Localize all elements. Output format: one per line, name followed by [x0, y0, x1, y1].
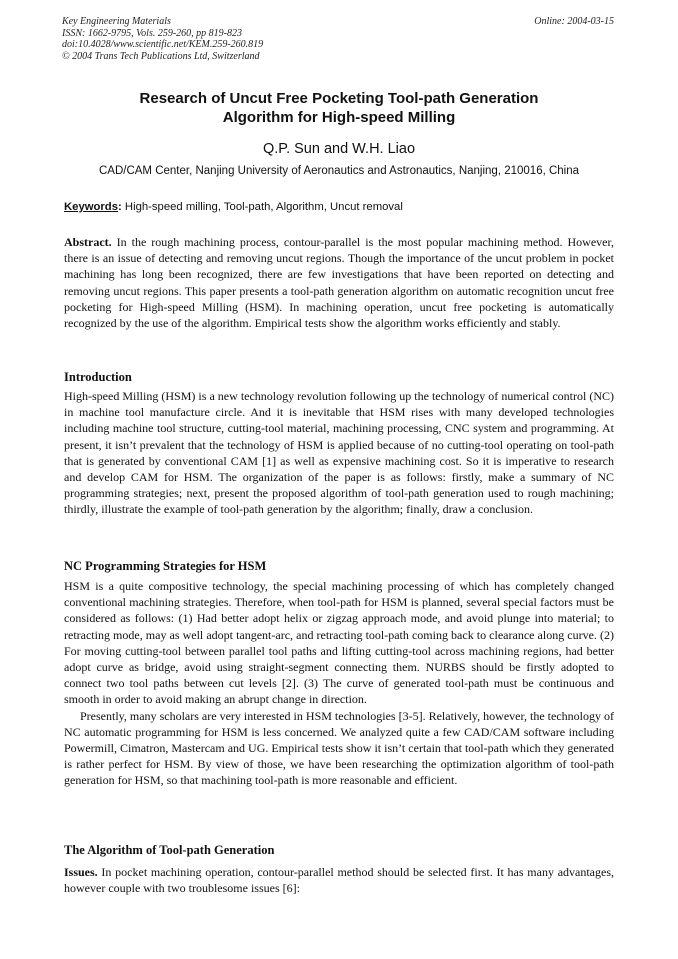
algorithm-heading: The Algorithm of Tool-path Generation	[64, 843, 275, 857]
abstract	[64, 234, 614, 331]
intro-heading: Introduction	[64, 370, 132, 384]
nc-heading: NC Programming Strategies for HSM	[64, 559, 267, 573]
intro-paragraph	[64, 388, 614, 518]
authors: Q.P. Sun and W.H. Liao	[262, 141, 416, 157]
nc-paragraph-2: Presently, many scholars are very interested in HSM technologies [3-5]. Relatively, however, the technology of NC automatic programming for HSM is less concerned. We analyzed quite a few CAD/CAM software including Powermill, Cimatron, Mastercam and UG. Empirical tests show it isn’t certain that tool-path which they generated is rather perfect for HSM. By view of those, we have been researching the optimization algorithm of tool-path generation for HSM, so that machining tool-path is more reasonable and efficient.	[64, 708, 614, 788]
issues-paragraph	[64, 864, 614, 896]
title-line-1: Research of Uncut Free Pocketing Tool-path Generation	[139, 90, 539, 107]
copyright-line: © 2004 Trans Tech Publications Ltd, Switzerland	[62, 50, 260, 62]
issues-text: In pocket machining operation, contour-parallel method should be selected first. It has many advantages, however couple with two troublesome issues [6]:	[64, 865, 614, 896]
doi-line: doi:10.4028/www.scientific.net/KEM.259-260.819	[62, 39, 264, 50]
abstract-text: In the rough machining process, contour-parallel is the most popular machining method. However, there is an issue of detecting and removing uncut regions. Though the importance of the uncut problem in pocket machining has long been recognized, there are few investigations that have been reported on detecting and removing uncut regions. This paper presents a tool-path generation algorithm on automatic recognition uncut free pocketing for High-speed Milling (HSM). In machining operation, uncut free pocketing is automatically recognized by the use of the algorithm. Empirical tests show the algorithm works efficiently and stably.	[64, 235, 614, 331]
keywords-text: High-speed milling, Tool-path, Algorithm, Uncut removal	[121, 201, 403, 213]
keywords	[64, 200, 616, 214]
keywords-label: Keywords	[64, 201, 118, 213]
nc-paragraph-1: HSM is a quite compositive technology, the special machining processing of which has completely changed conventional machining strategies. Therefore, when tool-path for HSM is planned, several special factors must be considered as follows: (1) Had better adopt helix or zigzag approach mode, and avoid plunge into material; to retracting mode, may as well adopt tangent-arc, and retracting tool-path coming back to clearance along curve. (2) For moving cutting-tool between parallel tool paths and lifting cutting-tool across machining regions, had better adopt curve as bridge, avoid using straight-segment connecting them. NURBS should be firstly adopted to connect two tool paths between cut levels [2]. (3) The curve of generated tool-path must be continuous and smooth in order to avoid making an abrupt change in direction.	[64, 579, 614, 707]
paper-title	[40, 89, 638, 127]
issn-line: ISSN: 1662-9795, Vols. 259-260, pp 819-823	[62, 27, 242, 39]
nc-section	[64, 578, 614, 789]
affiliation: CAD/CAM Center, Nanjing University of Aeronautics and Astronautics, Nanjing, 210016, China	[98, 165, 580, 177]
intro-text: High-speed Milling (HSM) is a new technology revolution following up the technology of numerical control (NC) in machine tool manufacture circle. And it is inevitable that HSM rises with many developed technologies including machine tool structure, cutting-tool material, machining processing, CNC system and programming. At present, it isn’t prevalent that the technology of HSM is applied because of no cutting-tool operating on tool-path that is generated by conventional CAM [1] as well as expensive machining cost. So it is imperative to research and develop CAM for HSM. The organization of the paper is as follows: firstly, make a summary of NC programming strategies; next, present the proposed algorithm of tool-path generation used to rough machining; thirdly, illustrate the example of tool-path generation by the algorithm; finally, draw a conclusion.	[64, 389, 614, 517]
journal-name: Key Engineering Materials	[62, 16, 171, 27]
journal-header	[62, 16, 263, 62]
title-line-2: Algorithm for High-speed Milling	[222, 109, 456, 126]
keywords-colon: :	[118, 201, 122, 213]
abstract-label: Abstract.	[64, 235, 112, 249]
online-date: Online: 2004-03-15	[534, 16, 614, 27]
issues-label: Issues.	[64, 865, 98, 879]
